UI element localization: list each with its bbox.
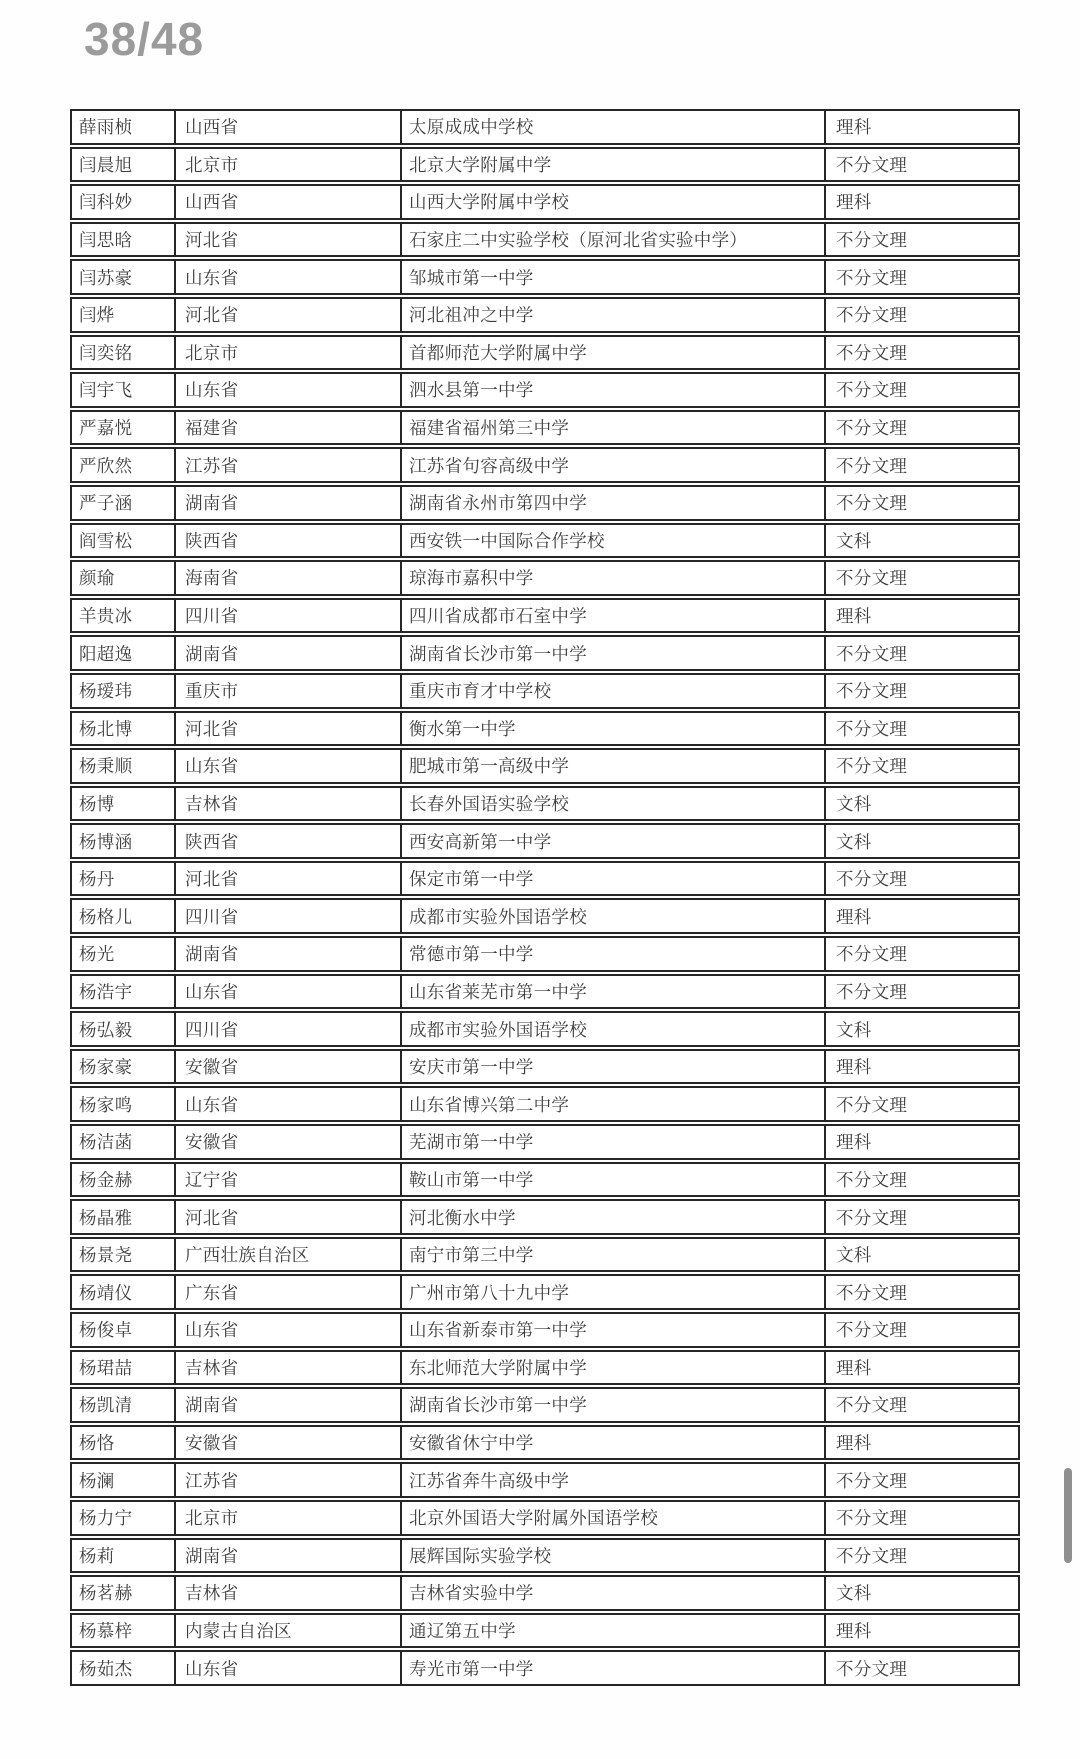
cell-track: 不分文理 xyxy=(824,863,1018,895)
cell-province: 陕西省 xyxy=(174,525,400,557)
table-row xyxy=(70,447,1020,483)
cell-province: 山东省 xyxy=(174,750,400,782)
cell-school: 长春外国语实验学校 xyxy=(400,788,824,820)
cell-school: 河北衡水中学 xyxy=(400,1201,824,1233)
cell-name: 闫奕铭 xyxy=(79,342,133,363)
table-row xyxy=(70,1387,1020,1423)
table-row xyxy=(70,297,1020,333)
cell-name: 杨洁菡 xyxy=(79,1132,133,1153)
cell-school: 琼海市嘉积中学 xyxy=(400,562,824,594)
cell-school: 湖南省长沙市第一中学 xyxy=(400,1389,824,1421)
cell-track: 不分文理 xyxy=(824,1088,1018,1120)
cell-name: 杨珺喆 xyxy=(79,1357,133,1378)
cell-track: 不分文理 xyxy=(824,1276,1018,1308)
table-row xyxy=(70,936,1020,972)
cell-name: 杨晶雅 xyxy=(79,1207,133,1228)
cell-name: 杨凯清 xyxy=(79,1395,133,1416)
cell-school: 北京大学附属中学 xyxy=(400,149,824,181)
table-row xyxy=(70,861,1020,897)
scrollbar-thumb[interactable] xyxy=(1064,1468,1072,1563)
cell-name: 杨茗赫 xyxy=(79,1583,133,1604)
cell-province: 安徽省 xyxy=(174,1427,400,1459)
cell-track: 不分文理 xyxy=(824,412,1018,444)
table-row xyxy=(70,748,1020,784)
cell-school: 山东省新泰市第一中学 xyxy=(400,1314,824,1346)
cell-province: 湖南省 xyxy=(174,1389,400,1421)
table-row xyxy=(70,1162,1020,1198)
cell-track: 不分文理 xyxy=(824,374,1018,406)
table-row xyxy=(70,1011,1020,1047)
cell-name: 颜瑜 xyxy=(79,568,115,589)
cell-track: 不分文理 xyxy=(824,1201,1018,1233)
cell-track: 不分文理 xyxy=(824,1389,1018,1421)
table-row xyxy=(70,184,1020,220)
cell-track: 不分文理 xyxy=(824,637,1018,669)
cell-track: 不分文理 xyxy=(824,976,1018,1008)
cell-track: 文科 xyxy=(824,525,1018,557)
table-row xyxy=(70,1500,1020,1536)
cell-school: 展辉国际实验学校 xyxy=(400,1540,824,1572)
cell-track: 理科 xyxy=(824,1615,1018,1647)
table-row xyxy=(70,711,1020,747)
cell-province: 福建省 xyxy=(174,412,400,444)
cell-province: 河北省 xyxy=(174,224,400,256)
cell-name: 严欣然 xyxy=(79,455,133,476)
cell-province: 四川省 xyxy=(174,900,400,932)
table-row xyxy=(70,1575,1020,1611)
cell-province: 山东省 xyxy=(174,261,400,293)
cell-name: 闫晨旭 xyxy=(79,154,133,175)
table-row xyxy=(70,673,1020,709)
cell-school: 衡水第一中学 xyxy=(400,713,824,745)
table-row xyxy=(70,1124,1020,1160)
cell-province: 四川省 xyxy=(174,600,400,632)
cell-province: 吉林省 xyxy=(174,1577,400,1609)
table-row xyxy=(70,1650,1020,1686)
table-row xyxy=(70,635,1020,671)
page-indicator: 38/48 xyxy=(84,13,205,65)
table-row xyxy=(70,560,1020,596)
cell-province: 安徽省 xyxy=(174,1126,400,1158)
cell-province: 广西壮族自治区 xyxy=(174,1239,400,1271)
cell-name: 杨靖仪 xyxy=(79,1282,133,1303)
cell-school: 鞍山市第一中学 xyxy=(400,1164,824,1196)
cell-school: 安徽省休宁中学 xyxy=(400,1427,824,1459)
cell-school: 吉林省实验中学 xyxy=(400,1577,824,1609)
cell-name: 闫烨 xyxy=(79,305,115,326)
table-row xyxy=(70,1199,1020,1235)
cell-track: 文科 xyxy=(824,1239,1018,1271)
cell-name: 杨光 xyxy=(79,944,115,965)
cell-name: 闫苏豪 xyxy=(79,267,133,288)
cell-school: 成都市实验外国语学校 xyxy=(400,1013,824,1045)
cell-name: 阎雪松 xyxy=(79,530,133,551)
cell-province: 内蒙古自治区 xyxy=(174,1615,400,1647)
cell-province: 广东省 xyxy=(174,1276,400,1308)
cell-province: 重庆市 xyxy=(174,675,400,707)
cell-track: 不分文理 xyxy=(824,224,1018,256)
cell-province: 山西省 xyxy=(174,111,400,143)
cell-province: 北京市 xyxy=(174,1502,400,1534)
cell-school: 山西大学附属中学校 xyxy=(400,186,824,218)
cell-school: 江苏省句容高级中学 xyxy=(400,449,824,481)
cell-track: 理科 xyxy=(824,600,1018,632)
cell-province: 河北省 xyxy=(174,713,400,745)
cell-name: 杨莉 xyxy=(79,1545,115,1566)
cell-name: 杨恪 xyxy=(79,1433,115,1454)
table-row xyxy=(70,1086,1020,1122)
table-row xyxy=(70,1462,1020,1498)
table-row xyxy=(70,1613,1020,1649)
cell-school: 东北师范大学附属中学 xyxy=(400,1352,824,1384)
table-row xyxy=(70,485,1020,521)
cell-province: 河北省 xyxy=(174,863,400,895)
cell-province: 山西省 xyxy=(174,186,400,218)
cell-province: 河北省 xyxy=(174,1201,400,1233)
cell-name: 杨力宁 xyxy=(79,1508,133,1529)
cell-name: 杨格儿 xyxy=(79,906,133,927)
cell-school: 西安高新第一中学 xyxy=(400,825,824,857)
table-row xyxy=(70,1350,1020,1386)
cell-province: 湖南省 xyxy=(174,487,400,519)
cell-school: 北京外国语大学附属外国语学校 xyxy=(400,1502,824,1534)
cell-school: 南宁市第三中学 xyxy=(400,1239,824,1271)
table-row xyxy=(70,823,1020,859)
cell-track: 不分文理 xyxy=(824,261,1018,293)
cell-school: 常德市第一中学 xyxy=(400,938,824,970)
cell-track: 不分文理 xyxy=(824,713,1018,745)
cell-province: 湖南省 xyxy=(174,1540,400,1572)
cell-school: 太原成成中学校 xyxy=(400,111,824,143)
cell-province: 陕西省 xyxy=(174,825,400,857)
cell-province: 山东省 xyxy=(174,1314,400,1346)
cell-school: 广州市第八十九中学 xyxy=(400,1276,824,1308)
cell-province: 湖南省 xyxy=(174,637,400,669)
cell-name: 杨茹杰 xyxy=(79,1658,133,1679)
cell-track: 文科 xyxy=(824,825,1018,857)
cell-name: 严子涵 xyxy=(79,493,133,514)
cell-name: 薛雨桢 xyxy=(79,117,133,138)
cell-name: 羊贵冰 xyxy=(79,606,133,627)
cell-school: 重庆市育才中学校 xyxy=(400,675,824,707)
cell-school: 江苏省奔牛高级中学 xyxy=(400,1464,824,1496)
cell-school: 湖南省长沙市第一中学 xyxy=(400,637,824,669)
cell-name: 杨博 xyxy=(79,793,115,814)
cell-province: 北京市 xyxy=(174,337,400,369)
cell-track: 不分文理 xyxy=(824,562,1018,594)
cell-track: 不分文理 xyxy=(824,1314,1018,1346)
table-row xyxy=(70,147,1020,183)
table-row xyxy=(70,372,1020,408)
cell-school: 通辽第五中学 xyxy=(400,1615,824,1647)
cell-province: 江苏省 xyxy=(174,1464,400,1496)
cell-track: 文科 xyxy=(824,1013,1018,1045)
cell-province: 四川省 xyxy=(174,1013,400,1045)
cell-name: 闫科妙 xyxy=(79,192,133,213)
table-row xyxy=(70,1425,1020,1461)
cell-track: 不分文理 xyxy=(824,337,1018,369)
cell-name: 杨慕梓 xyxy=(79,1621,133,1642)
cell-name: 杨金赫 xyxy=(79,1169,133,1190)
cell-track: 不分文理 xyxy=(824,449,1018,481)
cell-name: 杨北博 xyxy=(79,718,133,739)
table-row xyxy=(70,1274,1020,1310)
cell-province: 山东省 xyxy=(174,976,400,1008)
cell-school: 肥城市第一高级中学 xyxy=(400,750,824,782)
cell-name: 杨浩宇 xyxy=(79,981,133,1002)
cell-province: 山东省 xyxy=(174,374,400,406)
cell-track: 不分文理 xyxy=(824,149,1018,181)
cell-track: 理科 xyxy=(824,186,1018,218)
cell-school: 寿光市第一中学 xyxy=(400,1652,824,1684)
cell-school: 保定市第一中学 xyxy=(400,863,824,895)
cell-track: 不分文理 xyxy=(824,1464,1018,1496)
cell-school: 西安铁一中国际合作学校 xyxy=(400,525,824,557)
cell-school: 山东省莱芜市第一中学 xyxy=(400,976,824,1008)
table-row xyxy=(70,786,1020,822)
cell-name: 杨家鸣 xyxy=(79,1094,133,1115)
cell-school: 河北祖冲之中学 xyxy=(400,299,824,331)
results-table xyxy=(70,109,1020,1688)
cell-name: 杨澜 xyxy=(79,1470,115,1491)
table-row xyxy=(70,1538,1020,1574)
table-row xyxy=(70,109,1020,145)
cell-province: 山东省 xyxy=(174,1088,400,1120)
cell-province: 吉林省 xyxy=(174,1352,400,1384)
cell-name: 杨秉顺 xyxy=(79,756,133,777)
cell-track: 不分文理 xyxy=(824,487,1018,519)
cell-province: 河北省 xyxy=(174,299,400,331)
cell-name: 阳超逸 xyxy=(79,643,133,664)
cell-province: 湖南省 xyxy=(174,938,400,970)
table-row xyxy=(70,974,1020,1010)
cell-school: 石家庄二中实验学校（原河北省实验中学） xyxy=(400,224,824,256)
cell-school: 山东省博兴第二中学 xyxy=(400,1088,824,1120)
table-row xyxy=(70,410,1020,446)
cell-name: 杨瑷玮 xyxy=(79,681,133,702)
table-row xyxy=(70,598,1020,634)
cell-track: 文科 xyxy=(824,788,1018,820)
cell-province: 江苏省 xyxy=(174,449,400,481)
cell-track: 理科 xyxy=(824,900,1018,932)
cell-name: 杨景尧 xyxy=(79,1245,133,1266)
cell-track: 理科 xyxy=(824,111,1018,143)
cell-name: 杨弘毅 xyxy=(79,1019,133,1040)
cell-track: 不分文理 xyxy=(824,1540,1018,1572)
cell-name: 闫宇飞 xyxy=(79,380,133,401)
cell-name: 杨丹 xyxy=(79,869,115,890)
cell-name: 闫思晗 xyxy=(79,230,133,251)
cell-track: 不分文理 xyxy=(824,750,1018,782)
cell-province: 海南省 xyxy=(174,562,400,594)
table-row xyxy=(70,898,1020,934)
cell-track: 文科 xyxy=(824,1577,1018,1609)
cell-school: 安庆市第一中学 xyxy=(400,1051,824,1083)
cell-province: 辽宁省 xyxy=(174,1164,400,1196)
cell-track: 不分文理 xyxy=(824,299,1018,331)
table-row xyxy=(70,523,1020,559)
cell-track: 理科 xyxy=(824,1352,1018,1384)
cell-school: 福建省福州第三中学 xyxy=(400,412,824,444)
cell-province: 北京市 xyxy=(174,149,400,181)
cell-name: 杨家豪 xyxy=(79,1057,133,1078)
cell-track: 理科 xyxy=(824,1427,1018,1459)
cell-track: 不分文理 xyxy=(824,1652,1018,1684)
table-row xyxy=(70,1312,1020,1348)
cell-name: 杨博涵 xyxy=(79,831,133,852)
cell-track: 理科 xyxy=(824,1051,1018,1083)
table-row xyxy=(70,1237,1020,1273)
cell-school: 湖南省永州市第四中学 xyxy=(400,487,824,519)
cell-school: 成都市实验外国语学校 xyxy=(400,900,824,932)
cell-school: 芜湖市第一中学 xyxy=(400,1126,824,1158)
cell-track: 不分文理 xyxy=(824,675,1018,707)
cell-school: 四川省成都市石室中学 xyxy=(400,600,824,632)
cell-track: 不分文理 xyxy=(824,1502,1018,1534)
table-row xyxy=(70,335,1020,371)
cell-school: 邹城市第一中学 xyxy=(400,261,824,293)
cell-track: 不分文理 xyxy=(824,938,1018,970)
cell-track: 不分文理 xyxy=(824,1164,1018,1196)
cell-province: 吉林省 xyxy=(174,788,400,820)
cell-province: 山东省 xyxy=(174,1652,400,1684)
cell-track: 理科 xyxy=(824,1126,1018,1158)
cell-school: 首都师范大学附属中学 xyxy=(400,337,824,369)
cell-province: 安徽省 xyxy=(174,1051,400,1083)
cell-name: 杨俊卓 xyxy=(79,1320,133,1341)
table-row xyxy=(70,259,1020,295)
table-row xyxy=(70,222,1020,258)
cell-school: 泗水县第一中学 xyxy=(400,374,824,406)
cell-name: 严嘉悦 xyxy=(79,418,133,439)
table-row xyxy=(70,1049,1020,1085)
